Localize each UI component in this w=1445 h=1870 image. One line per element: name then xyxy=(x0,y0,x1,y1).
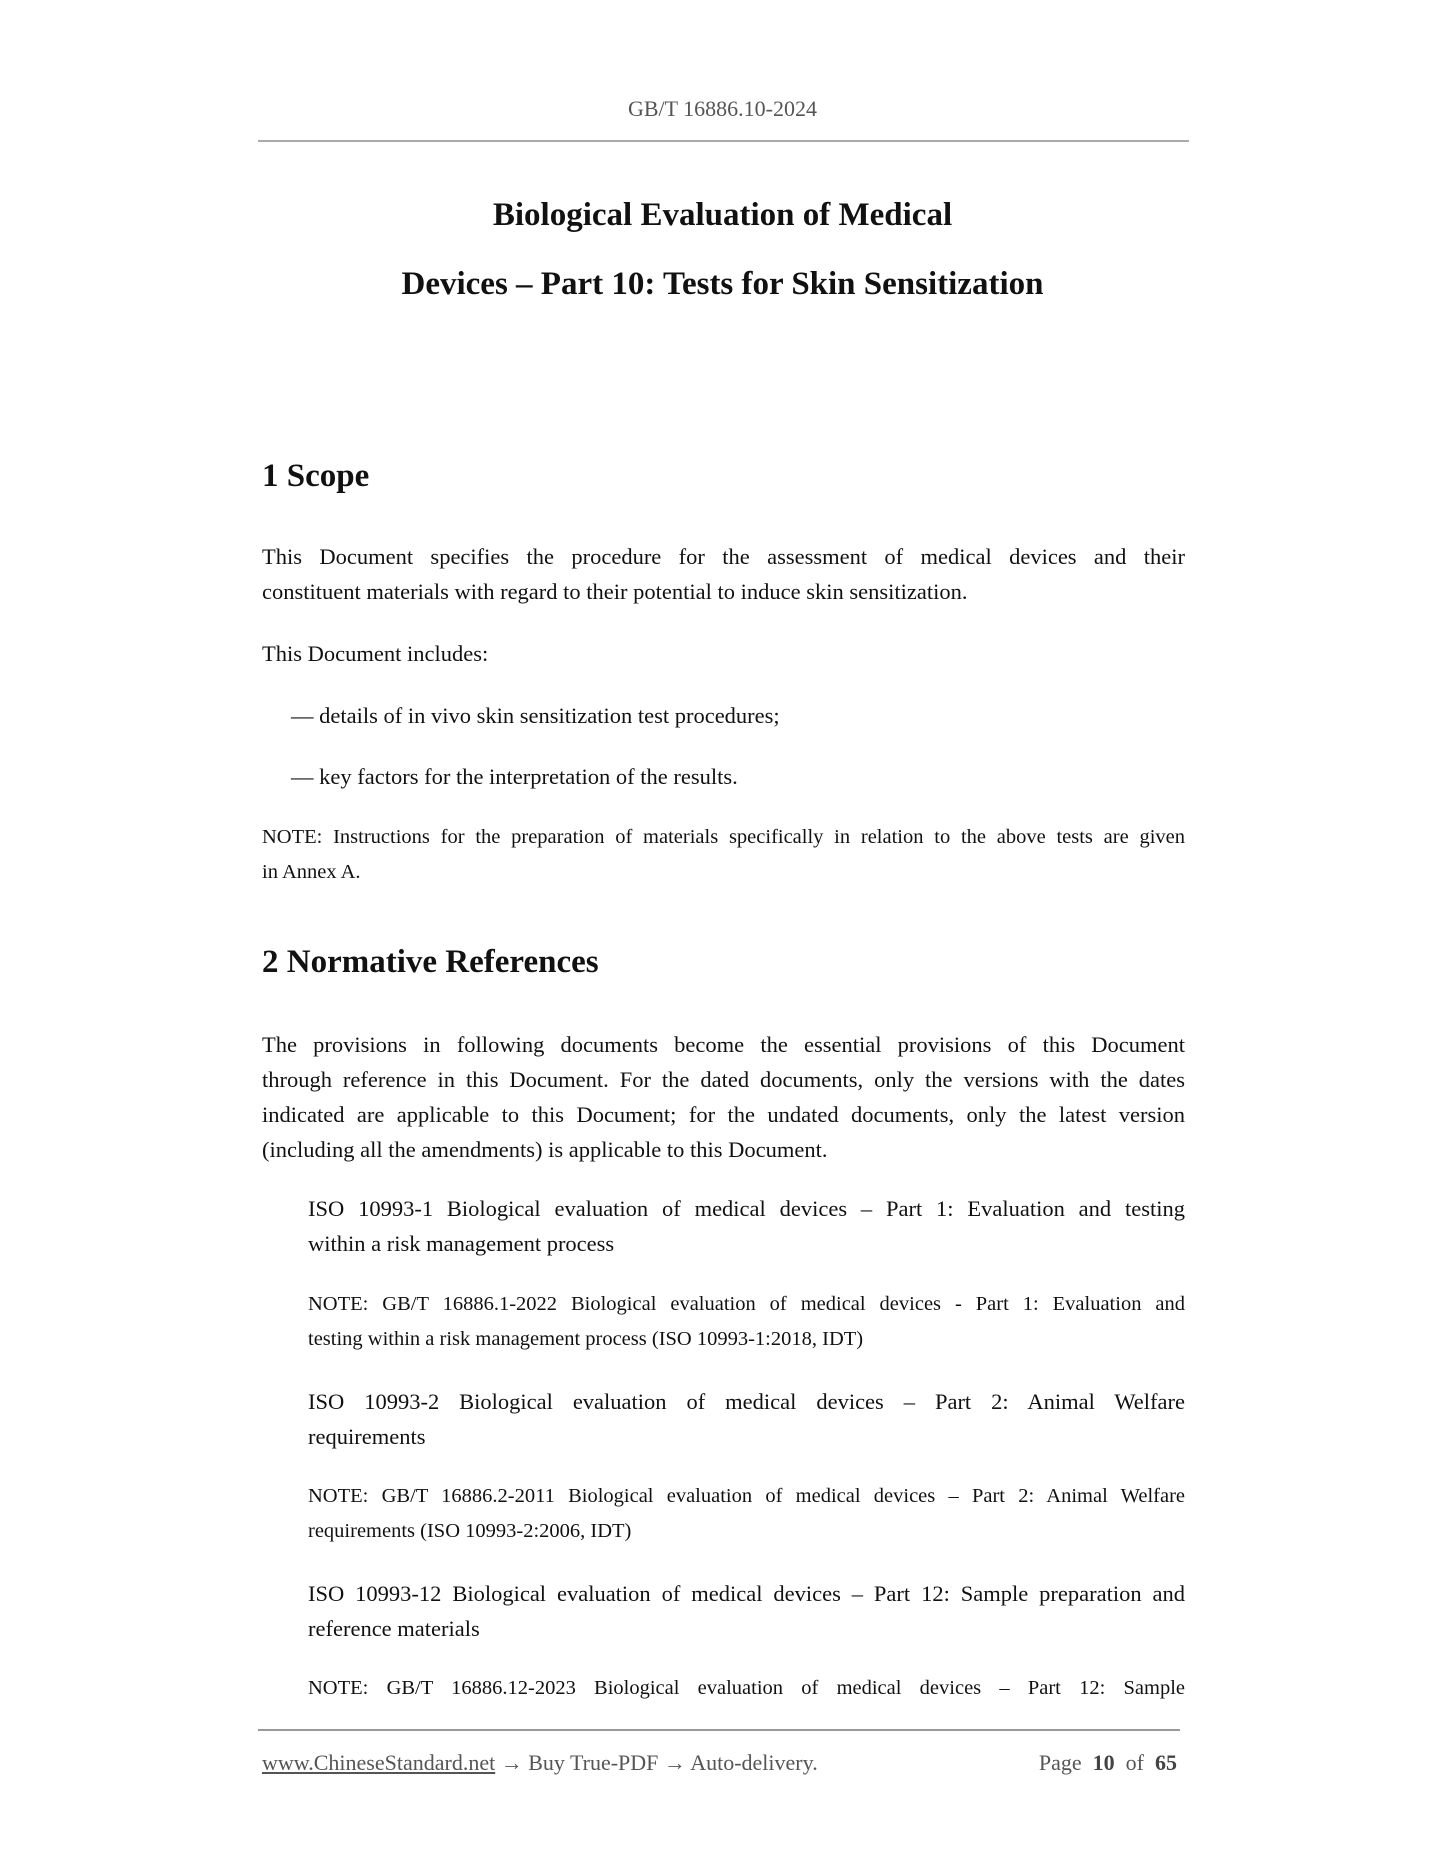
normative-paragraph xyxy=(262,1027,1185,1167)
list-item: — key factors for the interpretation of the results. xyxy=(291,764,738,789)
text-line: NOTE: GB/T 16886.1-2022 Biological evaluation of medical devices - Part 1: Evaluation and xyxy=(308,1293,1185,1315)
reference-note xyxy=(308,1671,1185,1706)
section-heading-scope: 1 Scope xyxy=(262,458,370,494)
text-line: within a risk management process xyxy=(308,1231,615,1256)
text-line: requirements (ISO 10993-2:2006, IDT) xyxy=(308,1520,632,1542)
text-line: (including all the amendments) is applicable to this Document. xyxy=(262,1137,828,1162)
reference-iso-10993-2 xyxy=(308,1384,1185,1454)
text-line: requirements xyxy=(308,1424,426,1449)
buy-pdf-text: Buy True-PDF xyxy=(528,1750,659,1775)
current-page: 10 xyxy=(1092,1750,1115,1775)
title-line-2: Devices – Part 10: Tests for Skin Sensitization xyxy=(401,266,1044,302)
reference-note xyxy=(308,1479,1185,1549)
text-line: ISO 10993-12 Biological evaluation of medical devices – Part 12: Sample preparation and xyxy=(308,1581,1185,1606)
text-line: indicated are applicable to this Document; for the undated documents, only the latest version xyxy=(262,1102,1185,1127)
reference-note xyxy=(308,1287,1185,1357)
arrow-right-icon: → xyxy=(500,1750,523,1775)
auto-delivery-text: Auto-delivery. xyxy=(690,1750,818,1775)
text-line: testing within a risk management process (ISO 10993-1:2018, IDT) xyxy=(308,1328,864,1350)
document-code-header: GB/T 16886.10-2024 xyxy=(627,96,818,121)
of-label: of xyxy=(1125,1750,1144,1775)
scope-note xyxy=(262,820,1185,890)
list-item: — details of in vivo skin sensitization test procedures; xyxy=(291,703,780,728)
title-line-1: Biological Evaluation of Medical xyxy=(492,197,953,233)
page-label: Page xyxy=(1038,1750,1082,1775)
header-divider xyxy=(258,140,1189,142)
scope-paragraph xyxy=(262,539,1185,609)
text-line: The provisions in following documents become the essential provisions of this Document xyxy=(262,1032,1185,1057)
arrow-right-icon: → xyxy=(663,1750,686,1775)
footer-divider xyxy=(258,1729,1180,1731)
reference-iso-10993-12 xyxy=(308,1576,1185,1646)
text-line: through reference in this Document. For the dated documents, only the versions with the dates xyxy=(262,1067,1185,1092)
footer-promo xyxy=(262,1750,818,1776)
text-line: constituent materials with regard to their potential to induce skin sensitization. xyxy=(262,579,968,604)
page-number xyxy=(1039,1750,1177,1776)
text-line: NOTE: GB/T 16886.2-2011 Biological evaluation of medical devices – Part 2: Animal Welfare xyxy=(308,1485,1185,1507)
text-line: in Annex A. xyxy=(262,861,361,883)
total-pages: 65 xyxy=(1155,1750,1177,1775)
text-line: NOTE: GB/T 16886.12-2023 Biological evaluation of medical devices – Part 12: Sample xyxy=(308,1677,1185,1699)
text-line: NOTE: Instructions for the preparation of materials specifically in relation to the above tests are given xyxy=(262,826,1185,848)
text-line: reference materials xyxy=(308,1616,480,1641)
section-heading-normative-references: 2 Normative References xyxy=(262,944,599,980)
text-line: ISO 10993-1 Biological evaluation of medical devices – Part 1: Evaluation and testing xyxy=(308,1196,1185,1221)
text-line: ISO 10993-2 Biological evaluation of medical devices – Part 2: Animal Welfare xyxy=(308,1389,1185,1414)
reference-iso-10993-1 xyxy=(308,1191,1185,1261)
includes-paragraph: This Document includes: xyxy=(262,641,489,666)
text-line: This Document specifies the procedure for the assessment of medical devices and their xyxy=(262,544,1185,569)
website-link[interactable]: www.ChineseStandard.net xyxy=(262,1750,496,1775)
